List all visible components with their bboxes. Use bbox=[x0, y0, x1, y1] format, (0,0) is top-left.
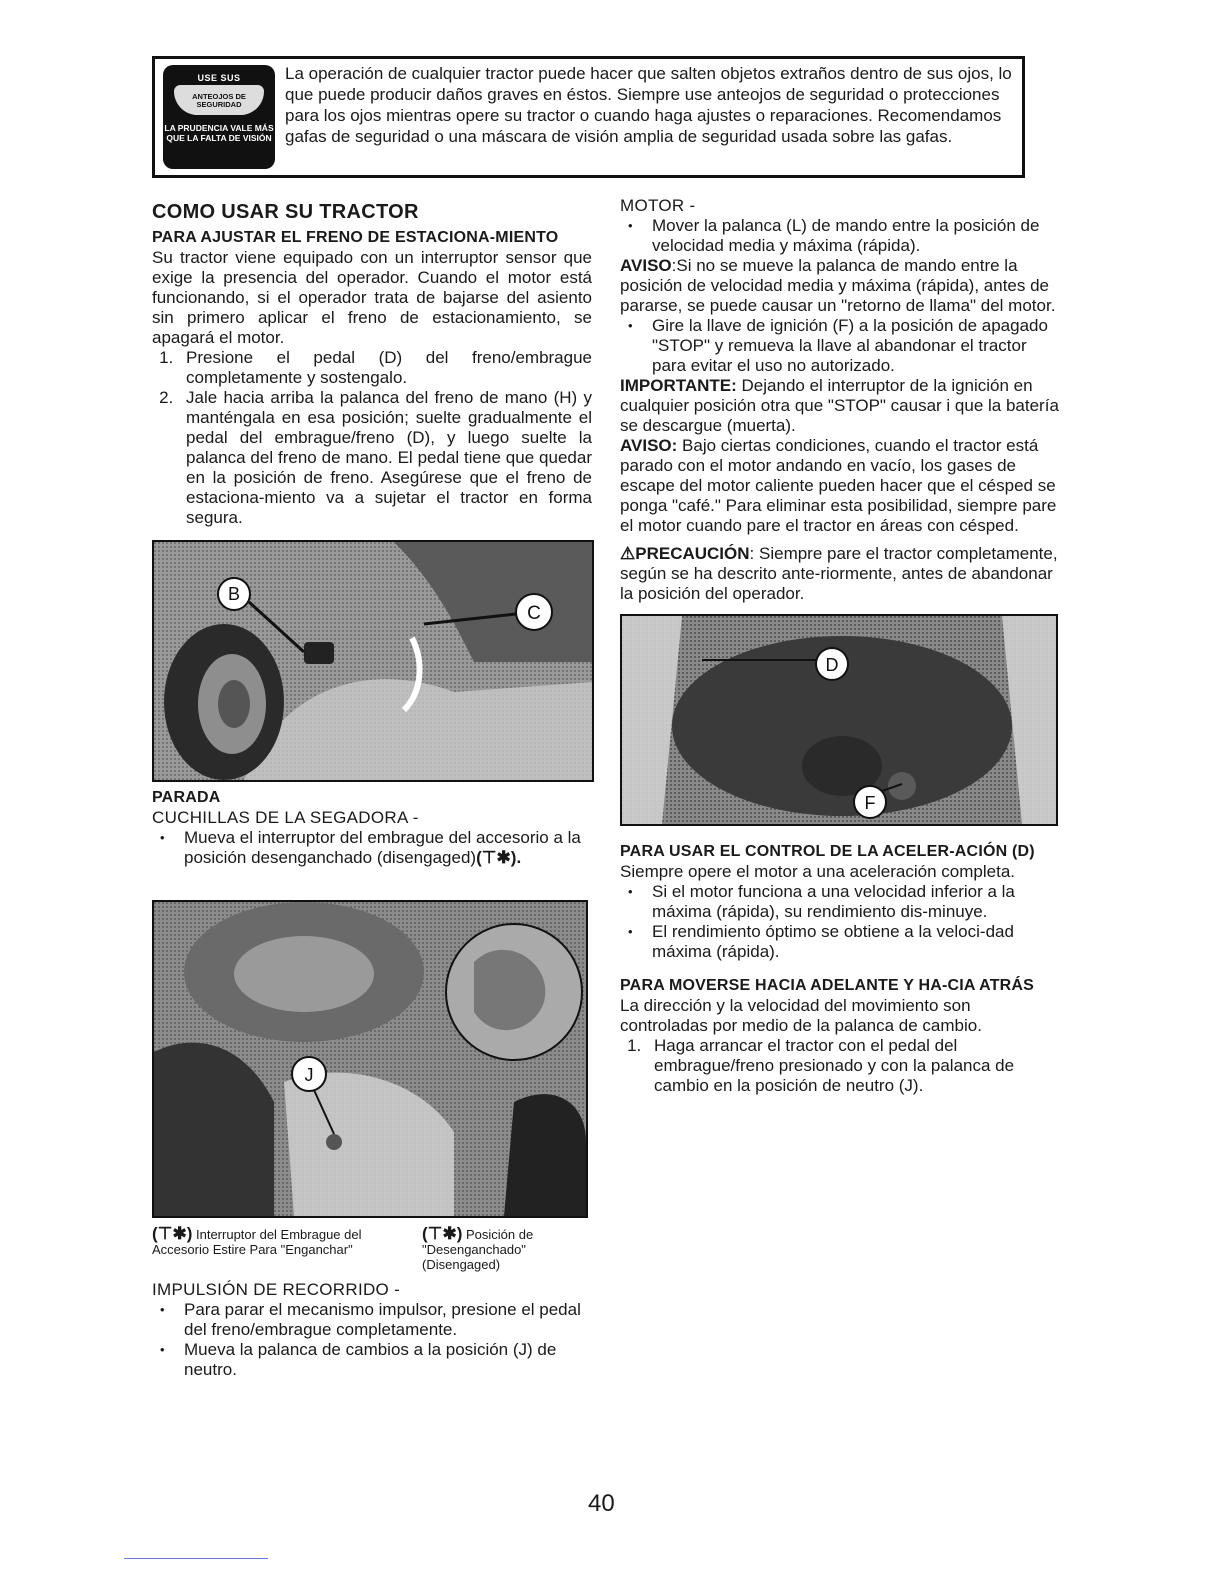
brake-steps bbox=[152, 348, 592, 528]
aviso-exhaust bbox=[620, 436, 1060, 536]
badge-top-text: USE SUS bbox=[197, 73, 241, 83]
label-b: B bbox=[227, 584, 241, 604]
badge-mid-text: ANTEOJOS DE SEGURIDAD bbox=[192, 92, 246, 109]
drive-list bbox=[152, 1300, 592, 1380]
stop-heading: PARADA bbox=[152, 789, 221, 806]
stop-list bbox=[152, 828, 592, 868]
safety-goggles-badge bbox=[163, 65, 275, 169]
list-item: • El rendimiento óptimo se obtiene a la veloci-dad máxima (rápida). bbox=[642, 922, 1060, 962]
callout-disengaged bbox=[422, 1226, 592, 1272]
drive-heading: IMPULSIÓN DE RECORRIDO - bbox=[152, 1280, 401, 1299]
list-item: • Para parar el mecanismo impulsor, presione el pedal del freno/embrague completamente. bbox=[174, 1300, 592, 1340]
warning-text: La operación de cualquier tractor puede hacer que salten objetos extraños dentro de sus ojos, lo que puede producir daños graves en éstos. Siempre use anteojos de seguridad o protecciones para los ojos mientras opere su tractor o cuando haga ajustes o reparaciones. Recomendamos gafas de seguridad o una máscara de visión amplia de seguridad usada sobre las gafas. bbox=[285, 64, 1012, 146]
move-heading: PARA MOVERSE HACIA ADELANTE Y HA-CIA ATRÁS bbox=[620, 977, 1035, 994]
throttle-heading: PARA USAR EL CONTROL DE LA ACELER-ACIÓN (D) bbox=[620, 843, 1035, 860]
page-number: 40 bbox=[588, 1490, 615, 1517]
safety-warning-banner bbox=[152, 56, 1025, 178]
precaucion-label: PRECAUCIÓN bbox=[635, 544, 750, 563]
parking-brake-photo bbox=[152, 540, 594, 782]
brake-intro: Su tractor viene equipado con un interruptor sensor que exige la presencia del operador. Cuando el motor está funcionando, si el operador trata de bajarse del asiento sin primero aplicar el freno de estacionamiento, se apagará el motor. bbox=[152, 248, 592, 347]
callout-clutch-switch bbox=[152, 1226, 372, 1272]
label-f: F bbox=[864, 793, 876, 813]
callout-right-text: Posición de "Desenganchado" (Disengaged) bbox=[422, 1227, 534, 1272]
importante-label: IMPORTANTE: bbox=[620, 376, 737, 395]
label-j: J bbox=[304, 1065, 314, 1085]
disengage-symbol-icon: (⊤✱) bbox=[422, 1224, 463, 1243]
footer-divider bbox=[124, 1558, 268, 1559]
right-column bbox=[620, 196, 1060, 1096]
clutch-callouts bbox=[152, 1226, 592, 1272]
stop-bullet-text: Mueva el interruptor del embrague del accesorio a la posición desenganchado (disengaged) bbox=[184, 828, 581, 867]
engine-list bbox=[620, 216, 1060, 256]
list-item: 1. Presione el pedal (D) del freno/embrague completamente y sostengalo. bbox=[178, 348, 592, 388]
warning-triangle-icon: ⚠ bbox=[620, 544, 636, 563]
aviso-text: :Si no se mueve la palanca de mando entre la posición de velocidad media y máxima (rápida), antes de pararse, se puede causar un "retorno de llama" del motor. bbox=[620, 256, 1056, 315]
aviso-label: AVISO: bbox=[620, 436, 678, 455]
brake-heading: PARA AJUSTAR EL FRENO DE ESTACIONA-MIENTO bbox=[152, 229, 559, 246]
goggles-icon bbox=[174, 85, 264, 115]
label-c: C bbox=[527, 603, 541, 624]
throttle-ignition-photo bbox=[620, 614, 1058, 826]
aviso-label: AVISO bbox=[620, 256, 672, 275]
aviso-text: Bajo ciertas condiciones, cuando el tractor está parado con el motor andando en vacío, los gases de escape del motor caliente pueden hacer que el césped se ponga "café." Para eliminar esta posibilidad, siempre pare el motor cuando pare el tractor en áreas con césped. bbox=[620, 436, 1057, 535]
list-item: • Si el motor funciona a una velocidad inferior a la máxima (rápida), su rendimiento dis-minuye. bbox=[642, 882, 1060, 922]
move-intro: La dirección y la velocidad del movimiento son controladas por medio de la palanca de cambio. bbox=[620, 996, 982, 1035]
list-item: • Mueva la palanca de cambios a la posición (J) de neutro. bbox=[174, 1340, 592, 1380]
stop-subheading: CUCHILLAS DE LA SEGADORA - bbox=[152, 808, 419, 827]
callout-left-text: Interruptor del Embrague del Accesorio Estire Para "Enganchar" bbox=[152, 1227, 362, 1257]
list-item bbox=[174, 828, 592, 868]
label-d: D bbox=[825, 655, 839, 675]
list-item: 1. Haga arrancar el tractor con el pedal del embrague/freno presionado y con la palanca de cambio en la posición de neutro (J). bbox=[646, 1036, 1060, 1096]
key-list bbox=[620, 316, 1060, 376]
badge-bottom-text: LA PRUDENCIA VALE MÁS QUE LA FALTA DE VISIÓN bbox=[164, 123, 274, 143]
move-steps bbox=[620, 1036, 1060, 1096]
left-column bbox=[152, 200, 592, 1380]
engine-heading: MOTOR - bbox=[620, 196, 696, 215]
importante-note bbox=[620, 376, 1060, 436]
disengaged-symbol-icon: (⊤✱). bbox=[476, 848, 522, 867]
list-item: 2. Jale hacia arriba la palanca del freno de mano (H) y manténgala en esa posición; suelte gradualmente el pedal del embrague/freno (D), y luego suelte la palanca del freno de mano. El pedal tiene que quedar en la posición de freno. Asegúrese que el freno de estaciona-miento va a sujetar el tractor en forma segura. bbox=[178, 388, 592, 528]
precaucion-note bbox=[620, 544, 1060, 604]
attachment-clutch-photo bbox=[152, 900, 588, 1218]
aviso-backfire bbox=[620, 256, 1060, 316]
page-title: COMO USAR SU TRACTOR bbox=[152, 201, 419, 223]
list-item: • Gire la llave de ignición (F) a la posición de apagado "STOP" y remueva la llave al abandonar el tractor para evitar el uso no autorizado. bbox=[642, 316, 1060, 376]
throttle-intro: Siempre opere el motor a una aceleración completa. bbox=[620, 862, 1015, 881]
throttle-list bbox=[620, 882, 1060, 962]
importante-text: Dejando el interruptor de la ignición en cualquier posición otra que "STOP" causar i que la batería se descargue (muerta). bbox=[620, 376, 1059, 435]
precaucion-text: : Siempre pare el tractor completamente, según se ha descrito ante-riormente, antes de abandonar la posición del operador. bbox=[620, 544, 1058, 603]
list-item: • Mover la palanca (L) de mando entre la posición de velocidad media y máxima (rápida). bbox=[642, 216, 1060, 256]
engage-symbol-icon: (⊤✱) bbox=[152, 1224, 193, 1243]
